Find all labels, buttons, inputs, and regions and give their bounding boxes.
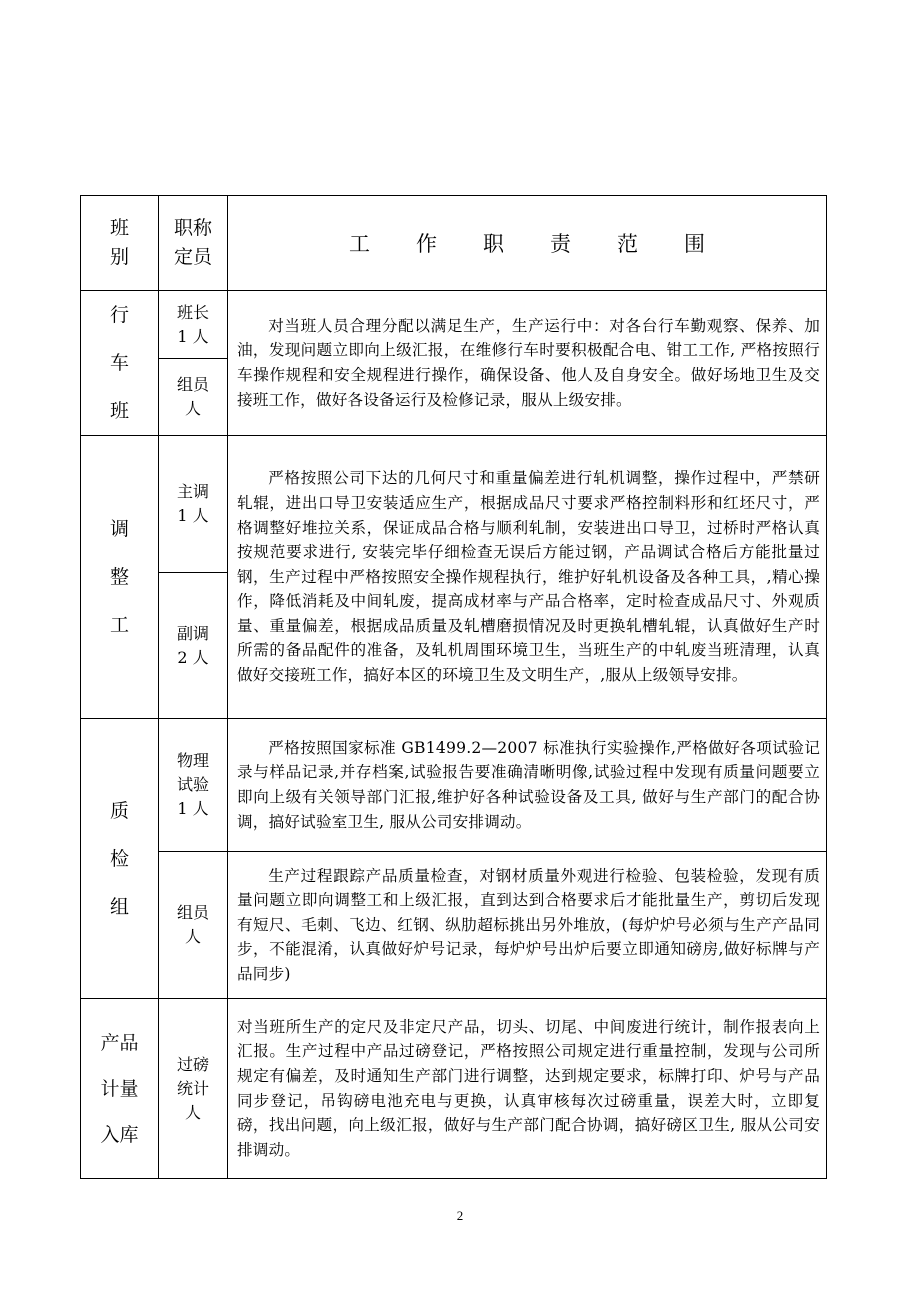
role-label-line: 主调 [176, 482, 209, 501]
team-label-line: 调 [109, 518, 129, 540]
header-role-line: 定员 [173, 246, 212, 268]
role-cell [159, 719, 228, 852]
header-scope-char: 职 [483, 232, 504, 256]
team-label-line: 工 [109, 614, 129, 636]
header-scope-char: 范 [617, 232, 638, 256]
role-label-line: 人 [184, 399, 201, 418]
role-label-line: 人 [184, 927, 201, 946]
page-number: 2 [456, 1208, 464, 1223]
duty-description: 严格按照公司下达的几何尺寸和重量偏差进行轧机调整，操作过程中，严禁研轧辊，进出口导卫安装适应生产，根据成品尺寸要求严格控制料形和红坯尺寸，严格调整好堆拉关系，保证成品合格与顺利轧制，安装进出口导卫，过桥时严格认真按规范要求进行, 安装完毕仔细检查无误后方能过钢，产品调试合格后方能批量过钢，生产过程中严格按照安全操作规程执行，维护好轧机设备及各种工具，,精心操作，降低消耗及中间轧废，提高成材率与产品合格率，定时检查成品尺寸、外观质量、重量偏差，根据成品质量及轧槽磨损情况及时更换轧槽轧辊，认真做好生产时所需的备品配件的准备，及轧机周围环境卫生，当班生产的中轧废当班清理，认真做好交接班工作，搞好本区的环境卫生及文明生产，,服从上级领导安排。 [228, 436, 827, 719]
role-cell [159, 852, 228, 999]
role-cell [159, 436, 228, 573]
header-scope-char: 围 [684, 232, 705, 256]
header-scope [228, 196, 827, 291]
team-label-line: 质 [109, 799, 129, 822]
table-row [81, 999, 827, 1179]
role-label-line: 2 人 [177, 647, 209, 667]
role-label-line: 班长 [176, 302, 209, 322]
header-role-line: 职称 [173, 217, 212, 239]
team-cell [81, 719, 159, 999]
table-row [81, 852, 827, 999]
team-label-line: 车 [109, 352, 129, 374]
table-row [81, 436, 827, 573]
duty-table [80, 195, 827, 1179]
header-scope-char: 责 [550, 232, 571, 256]
team-label-line: 行 [109, 304, 129, 326]
role-label-line: 1 人 [177, 506, 209, 525]
role-label-line: 人 [184, 1102, 201, 1122]
team-label-line: 计量 [100, 1077, 139, 1100]
role-cell [159, 999, 228, 1179]
role-cell [159, 359, 228, 436]
team-label-line: 班 [109, 400, 129, 422]
header-role [159, 196, 228, 291]
team-label-line: 入库 [100, 1123, 139, 1146]
role-label-line: 组员 [176, 903, 209, 922]
role-cell [159, 573, 228, 719]
team-label-line: 检 [109, 847, 129, 870]
role-label-line: 副调 [176, 623, 209, 643]
duty-description: 严格按照国家标准 GB1499.2—2007 标准执行实验操作,严格做好各项试验记录与样品记录,并存档案,试验报告要准确清晰明像,试验过程中发现有质量问题要立即向上级有关领导部门汇报,维护好各种试验设备及工具, 做好与生产部门的配合协调，搞好试验室卫生, 服从公司安排调动。 [228, 719, 827, 852]
duty-description: 生产过程跟踪产品质量检查，对钢材质量外观进行检验、包装检验，发现有质量问题立即向调整工和上级汇报，直到达到合格要求后才能批量生产，剪切后发现有短尺、毛刺、飞边、红钢、纵肋超标挑出另外堆放，(每炉炉号必须与生产产品同步，不能混淆，认真做好炉号记录，每炉炉号出炉后要立即通知磅房,做好标牌与产品同步) [228, 852, 827, 999]
team-cell [81, 999, 159, 1179]
role-label-line: 过磅 [176, 1054, 209, 1074]
role-label-line: 试验 [176, 775, 209, 794]
table-row [81, 291, 827, 359]
role-label-line: 组员 [176, 375, 209, 394]
header-scope-char: 工 [349, 232, 370, 256]
team-cell [81, 291, 159, 436]
team-label-line: 整 [109, 566, 129, 588]
role-label-line: 物理 [176, 751, 209, 770]
role-label-line: 统计 [176, 1078, 209, 1098]
header-team-line: 班 [109, 217, 129, 239]
role-label-line: 1 人 [177, 326, 209, 346]
table-header-row [81, 196, 827, 291]
team-label-line: 组 [109, 895, 129, 918]
team-label-line: 产品 [100, 1031, 139, 1054]
role-label-line: 1 人 [177, 799, 209, 818]
duty-description: 对当班所生产的定尺及非定尺产品，切头、切尾、中间废进行统计，制作报表向上汇报。生产过程中产品过磅登记，严格按照公司规定进行重量控制，发现与公司所规定有偏差，及时通知生产部门进行调整，达到规定要求，标牌打印、炉号与产品同步登记，吊钩磅电池充电与更换，认真审核每次过磅重量，误差大时，立即复磅，找出问题，向上级汇报，做好与生产部门配合协调，搞好磅区卫生, 服从公司安排调动。 [228, 999, 827, 1179]
team-cell [81, 436, 159, 719]
duty-description: 对当班人员合理分配以满足生产，生产运行中：对各台行车勤观察、保养、加油，发现问题立即向上级汇报，在维修行车时要积极配合电、钳工工作, 严格按照行车操作规程和安全规程进行操作，确保设备、他人及自身安全。做好场地卫生及交接班工作，做好各设备运行及检修记录，服从上级安排。 [228, 291, 827, 436]
role-cell [159, 291, 228, 359]
table-row [81, 719, 827, 852]
header-team [81, 196, 159, 291]
header-team-line: 别 [109, 246, 129, 268]
header-scope-char: 作 [416, 232, 437, 256]
